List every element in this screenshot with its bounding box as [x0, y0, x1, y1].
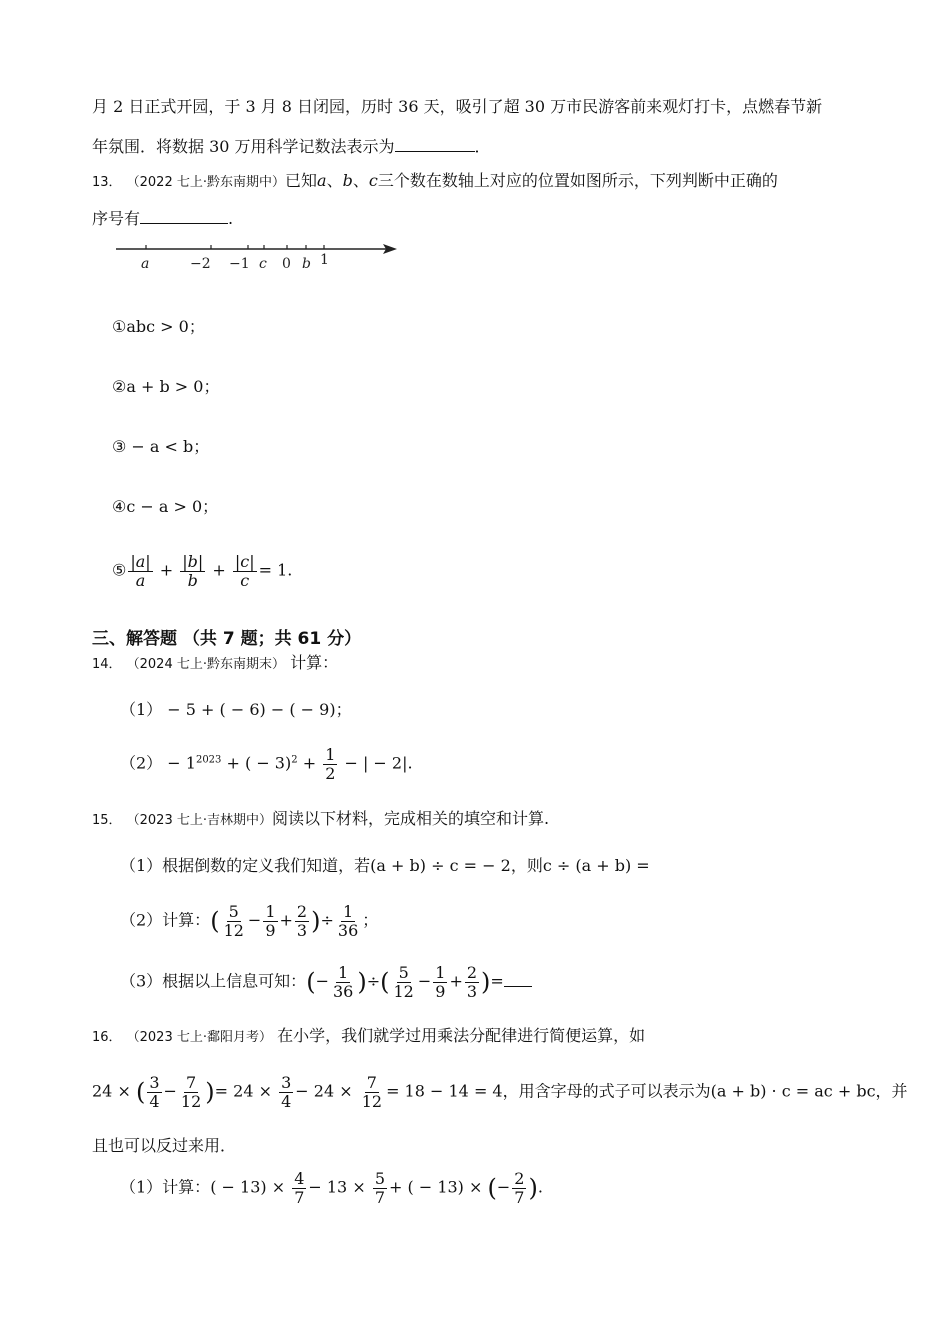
answer-blank: [395, 135, 475, 152]
q13-source: （2022 七上·黔东南期中）: [126, 175, 285, 190]
frac-den: b: [187, 570, 198, 590]
q15-part-2: （2）计算：( $\frac{5}{12}$ − $\frac{1}{9}$ + $\frac{2}{3}$ )÷ $\frac{1}{36}$ ；: [120, 902, 379, 940]
q16-line-2: 24 × ( $\frac{3}{4}$ − $\frac{7}{12}$ )= 24 × $\frac{3}{4}$ − 24 × $\frac{7}{12}$ = 18 − 14 = 4，用含字母的式子可以表示为(a + b) · c = ac + bc，并: [92, 1073, 908, 1111]
frac-den: 4: [149, 1091, 160, 1111]
q16-eq-tail: = 18 − 14 = 4，用含字母的式子可以表示为(a + b) · c = ac + bc，并: [386, 1081, 908, 1101]
q16-source: （2023 七上·鄱阳月考）: [126, 1030, 272, 1045]
q13-option-5-prefix: ⑤: [112, 560, 127, 580]
frac-den: c: [240, 570, 250, 590]
frac-den: 9: [265, 920, 276, 940]
q15-number: 15．: [92, 813, 122, 828]
label-minus-1: −1: [229, 256, 250, 272]
q15-source: （2023 七上·吉林期中）: [126, 813, 272, 828]
q13-sep1: 、: [326, 171, 343, 190]
frac-den: 4: [281, 1091, 292, 1111]
q13-text-a: 已知: [285, 171, 318, 190]
frac-num: 1: [265, 902, 276, 921]
frac-num: 5: [374, 1169, 385, 1188]
q13-answer-blank: [140, 207, 228, 224]
section-title: 三、解答题 （共 7 题；共 61 分）: [92, 629, 362, 649]
label-a: a: [141, 256, 150, 272]
frac-num: 1: [342, 902, 354, 921]
q13-option-5-end: = 1.: [258, 560, 293, 580]
frac-num: 5: [228, 902, 239, 921]
frac-num: 1: [338, 963, 349, 982]
q13-line-2-end: .: [228, 209, 234, 228]
label-0: 0: [282, 256, 291, 272]
q14-number: 14．: [92, 657, 122, 672]
q14-line-1: [92, 650, 338, 673]
intro-line-2-text: 年氛围．将数据 30 万用科学记数法表示为: [92, 137, 395, 156]
frac-num: 5: [398, 963, 409, 982]
frac-num: 3: [281, 1073, 292, 1092]
q13-option-3: ③ − a < b；: [112, 437, 210, 456]
q15-part-3: （3）根据以上信息可知：(− $\frac{1}{36}$ )÷( $\frac{5}{12}$ − $\frac{1}{9}$ + $\frac{2}{3}$ )=: [120, 964, 532, 1000]
frac-den: 7: [514, 1187, 525, 1207]
frac-num: 1: [435, 963, 446, 982]
q16-part-1-label: （1）计算：: [120, 1177, 211, 1197]
q13-option-2: ②a + b > 0；: [112, 377, 220, 396]
q14-text: 计算：: [290, 653, 339, 672]
frac-den: 2: [325, 763, 336, 783]
q13-var-a: a: [317, 171, 327, 190]
q13-option-4: ④c − a > 0；: [112, 497, 219, 516]
frac-num: |a|: [130, 552, 151, 571]
q13-text-b: 三个数在数轴上对应的位置如图所示，下列判断中正确的: [377, 171, 778, 190]
exponent: 2: [291, 754, 298, 766]
frac-den: 12: [223, 920, 244, 940]
q13-option-5: ⑤ $\frac{|a|}{a}$ + $\frac{|b|}{b}$ + $\frac{|c|}{c}$ = 1.: [112, 552, 293, 590]
q16-number: 16．: [92, 1030, 122, 1045]
frac-den: 36: [337, 920, 359, 940]
q13-option-1: ①abc > 0；: [112, 317, 205, 336]
q16-line-3: 且也可以反过来用．: [92, 1136, 237, 1155]
frac-num: 7: [185, 1073, 197, 1092]
number-line-figure: [110, 238, 410, 278]
frac-den: a: [135, 570, 146, 590]
q16-line-1: [92, 1023, 645, 1046]
q15-part-3-label: （3）根据以上信息可知：: [120, 971, 307, 991]
label-1: 1: [320, 252, 329, 268]
q15-text: 阅读以下材料，完成相关的填空和计算.: [272, 809, 550, 828]
q14-part-2-c: +: [297, 753, 322, 773]
frac-den: 3: [466, 981, 478, 1001]
q14-part-2-d: − | − 2|.: [339, 753, 413, 773]
frac-den: 12: [180, 1091, 202, 1111]
q13-sep2: 、: [352, 171, 369, 190]
frac-num: 3: [149, 1073, 160, 1092]
q13-number: 13．: [92, 175, 122, 190]
q15-part-1: （1）根据倒数的定义我们知道，若(a + b) ÷ c = − 2，则c ÷ (a + b) =: [120, 856, 650, 875]
frac-num: 1: [325, 745, 336, 764]
frac-num: |b|: [182, 552, 204, 571]
label-c: c: [259, 256, 267, 272]
q13-var-c: c: [368, 171, 378, 190]
q13-line-1: [92, 168, 778, 191]
q14-part-1: （1） − 5 + ( − 6) − ( − 9)；: [120, 700, 352, 719]
q16-part-1: （1）计算：( − 13) × $\frac{4}{7}$ − 13 × $\frac{5}{7}$ + ( − 13) × (− $\frac{2}{7}$ ).: [120, 1169, 543, 1207]
frac-num: 4: [294, 1169, 305, 1188]
frac-den: 7: [294, 1187, 305, 1207]
exponent: 2023: [195, 754, 222, 766]
frac-num: |c|: [234, 552, 255, 571]
frac-num: 2: [466, 963, 478, 982]
q13-line-2-text: 序号有: [92, 209, 141, 228]
label-b: b: [302, 256, 311, 272]
frac-num: 2: [514, 1169, 525, 1188]
intro-line-1: 月 2 日正式开园，于 3 月 8 日闭园，历时 36 天，吸引了超 30 万市民游客前来观灯打卡，点燃春节新: [92, 97, 823, 116]
frac-num: 2: [296, 902, 308, 921]
label-minus-2: −2: [190, 256, 211, 272]
frac-den: 36: [332, 981, 354, 1001]
intro-line-2-end: ．: [474, 137, 491, 156]
q15-answer-blank: [504, 970, 532, 987]
q16-text: 在小学，我们就学过用乘法分配律进行简便运算，如: [277, 1026, 646, 1045]
q14-source: （2024 七上·黔东南期末）: [126, 657, 285, 672]
q14-part-2-a: （2） − 1: [120, 753, 196, 773]
frac-den: 12: [361, 1091, 383, 1111]
q14-part-2-b: + ( − 3): [221, 753, 292, 773]
frac-num: 7: [366, 1073, 377, 1092]
q13-var-b: b: [342, 171, 353, 190]
intro-line-2: [92, 134, 491, 157]
q15-line-1: [92, 806, 549, 829]
q13-line-2: [92, 206, 233, 229]
frac-den: 12: [393, 981, 414, 1001]
q14-part-2: [120, 746, 413, 782]
frac-den: 9: [435, 981, 446, 1001]
frac-den: 3: [296, 920, 308, 940]
frac-den: 7: [374, 1187, 385, 1207]
q15-part-2-label: （2）计算：: [120, 910, 211, 930]
